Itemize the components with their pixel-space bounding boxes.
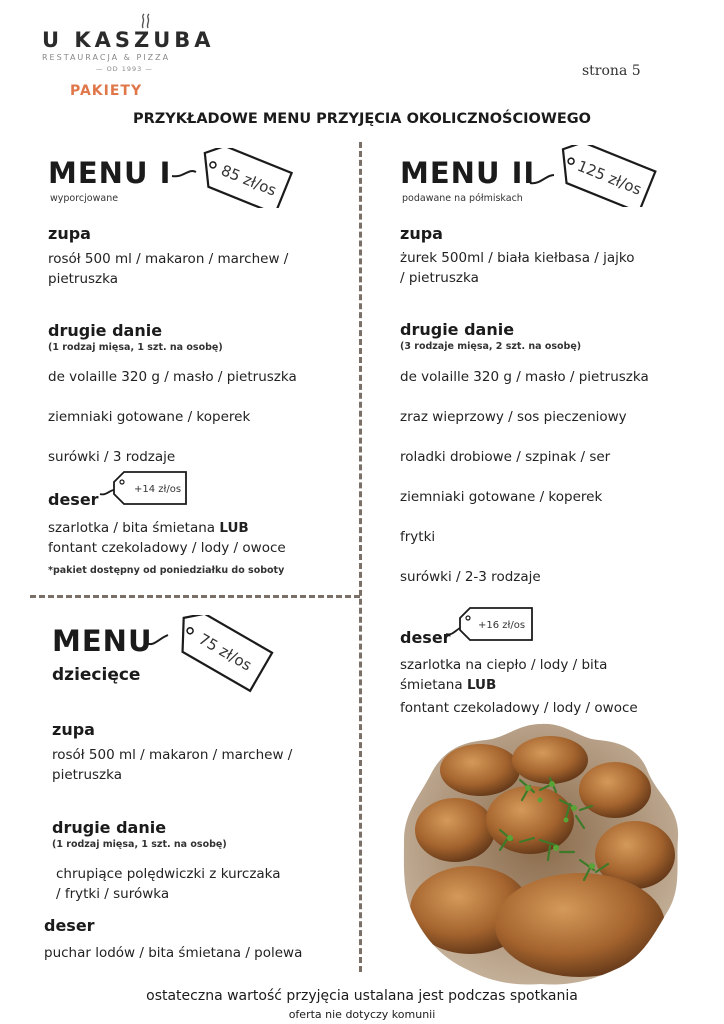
menu2-subtitle: podawane na półmiskach [402,193,523,204]
menu2-price: 125 zł/os [574,156,645,199]
menu3-deser-line: puchar lodów / bita śmietana / polewa [44,945,303,961]
menu2-drugie-item: roladki drobiowe / szpinak / ser [400,449,611,465]
logo-since: — OD 1993 — [96,65,153,73]
page-number: strona 5 [582,63,641,79]
menu2-drugie-item: frytki [400,529,436,545]
menu1-drugie-title: drugie danie [48,321,163,340]
menu1-drugie-item: de volaille 320 g / masło / pietruszka [48,369,297,385]
menu3-drugie-title: drugie danie [52,818,167,837]
logo: U KASZUBA [42,28,215,52]
menu2-deser-price-tag-icon [444,604,539,646]
menu1-heading: MENU I [48,156,172,190]
menu1-deser-text: szarlotka / bita śmietana [48,520,220,536]
menu2-drugie-item: zraz wieprzowy / sos pieczeniowy [400,409,627,425]
menu2-deser-title: deser [400,628,451,647]
menu2-drugie-item: surówki / 2-3 rodzaje [400,569,541,585]
menu1-deser-title: deser [48,490,99,509]
menu2-drugie-item: de volaille 320 g / masło / pietruszka [400,369,649,385]
menu2-heading: MENU II [400,156,536,190]
menu2-zupa-line2: / pietruszka [400,270,479,286]
logo-subtitle: RESTAURACJA & PIZZA [42,53,171,62]
footer-subnote: oferta nie dotyczy komunii [288,1008,436,1021]
menu1-deser-price: +14 zł/os [134,484,182,495]
menu3-drugie-line2: / frytki / surówka [56,886,170,902]
food-photo [400,720,682,988]
menu1-drugie-item: surówki / 3 rodzaje [48,449,176,465]
menu3-heading: MENU [52,624,153,658]
menu1-drugie-item: ziemniaki gotowane / koperek [48,409,251,425]
menu1-subtitle: wyporcjowane [50,193,119,204]
menu2-zupa-line1: żurek 500ml / biała kiełbasa / jajko [400,250,635,266]
menu2-drugie-note: (3 rodzaje mięsa, 2 szt. na osobę) [400,341,582,352]
section-label: PAKIETY [70,83,143,99]
footer-note: ostateczna wartość przyjęcia ustalana jest podczas spotkania [146,988,578,1004]
menu2-deser-line1: szarlotka na ciepło / lody / bita [400,657,608,673]
menu1-deser-price-tag-icon [98,468,193,508]
menu3-zupa-line2: pietruszka [52,767,122,783]
menu1-deser-lub: LUB [219,520,249,536]
menu3-zupa-title: zupa [52,720,95,739]
menu2-deser-price: +16 zł/os [478,620,526,631]
menu1-zupa-line2: pietruszka [48,271,118,287]
menu3-price-tag-icon [140,615,280,695]
menu2-deser-lub: LUB [466,677,497,693]
menu2-deser-text: śmietana [400,677,467,693]
steam-icon [140,13,154,29]
menu1-price: 85 zł/os [218,161,280,200]
menu1-deser-line2: fontant czekoladowy / lody / owoce [48,540,286,556]
vertical-divider [359,142,362,972]
horizontal-divider [30,595,360,598]
menu1-note: *pakiet dostępny od poniedziałku do soboty [48,565,285,576]
menu2-deser-line3: fontant czekoladowy / lody / owoce [400,700,638,716]
menu3-zupa-line1: rosół 500 ml / makaron / marchew / [52,747,293,763]
menu1-deser-line1 [48,518,249,538]
menu3-drugie-note: (1 rodzaj mięsa, 1 szt. na osobę) [52,839,227,850]
menu1-drugie-note: (1 rodzaj mięsa, 1 szt. na osobę) [48,342,223,353]
menu3-price: 75 zł/os [195,629,255,675]
menu2-zupa-title: zupa [400,224,443,243]
menu2-deser-line2 [400,675,496,695]
menu3-heading-sub: dziecięce [52,665,141,685]
menu1-price-tag-icon [170,148,295,208]
menu3-drugie-line1: chrupiące polędwiczki z kurczaka [56,866,281,882]
menu1-zupa-title: zupa [48,224,91,243]
menu1-zupa-line1: rosół 500 ml / makaron / marchew / [48,251,289,267]
menu2-drugie-item: ziemniaki gotowane / koperek [400,489,603,505]
page-title: PRZYKŁADOWE MENU PRZYJĘCIA OKOLICZNOŚCIOWEGO [132,111,591,127]
menu2-drugie-title: drugie danie [400,320,515,339]
menu2-price-tag-icon [528,145,658,207]
menu3-deser-title: deser [44,916,95,935]
